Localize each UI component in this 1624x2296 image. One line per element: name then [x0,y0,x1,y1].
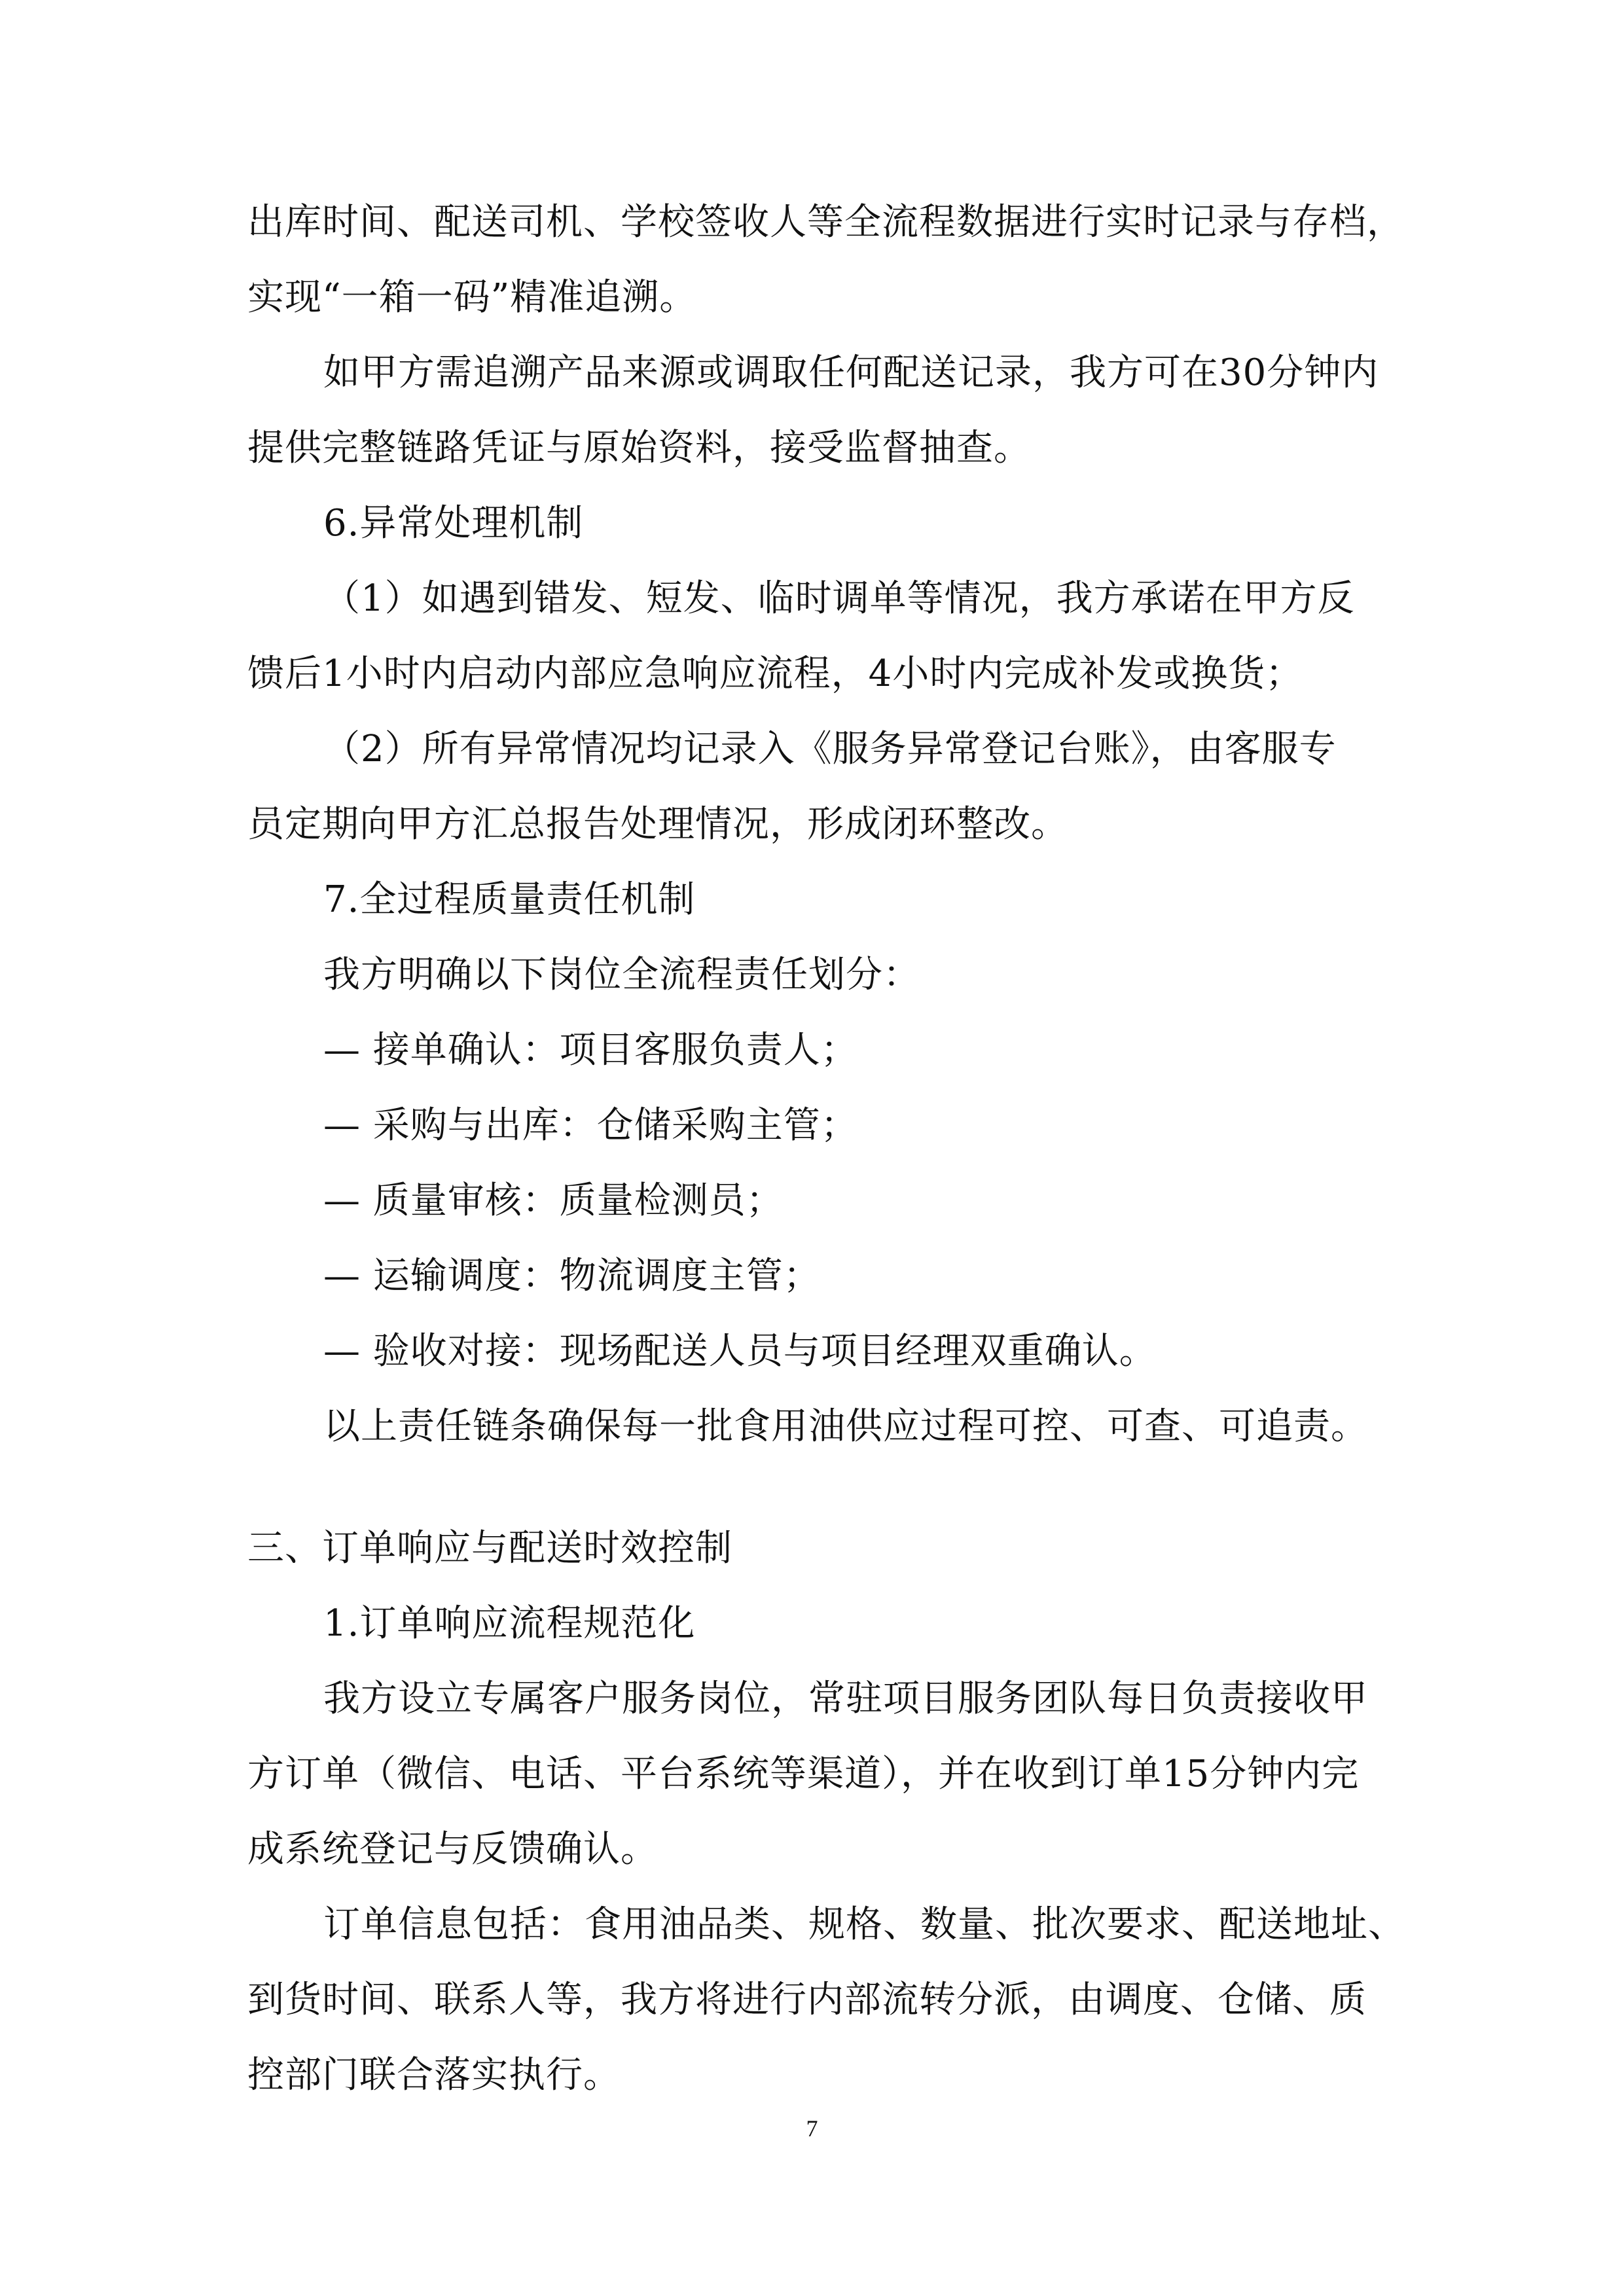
list-item: — 质量审核：质量检测员； [323,1179,784,1222]
paragraph-line: 提供完整链路凭证与原始资料，接受监督抽查。 [247,427,1031,469]
paragraph-line: 我方明确以下岗位全流程责任划分： [323,954,920,996]
page-number: 7 [806,2115,818,2142]
list-item: — 采购与出库：仓储采购主管； [323,1104,858,1147]
paragraph-line: （1）如遇到错发、短发、临时调单等情况，我方承诺在甲方反 [323,577,1355,620]
paragraph-line: 我方设立专属客户服务岗位，常驻项目服务团队每日负责接收甲 [323,1677,1368,1720]
paragraph-line: 实现“一箱一码”精准追溯。 [247,276,697,319]
section-heading: 7.全过程质量责任机制 [323,878,696,921]
paragraph-line: 成系统登记与反馈确认。 [247,1828,658,1871]
paragraph-line: 控部门联合落实执行。 [247,2054,621,2096]
paragraph-line: 方订单（微信、电话、平台系统等渠道），并在收到订单15分钟内完 [247,1753,1360,1795]
chapter-heading: 三、订单响应与配送时效控制 [247,1527,732,1570]
list-item: — 验收对接：现场配送人员与项目经理双重确认。 [323,1330,1157,1372]
section-heading: 1.订单响应流程规范化 [323,1602,696,1645]
section-heading: 6.异常处理机制 [323,502,584,545]
paragraph-line: 馈后1小时内启动内部应急响应流程，4小时内完成补发或换货； [247,653,1303,695]
paragraph-line: 员定期向甲方汇总报告处理情况，形成闭环整改。 [247,803,1068,846]
paragraph-line: 到货时间、联系人等，我方将进行内部流转分派，由调度、仓储、质 [247,1979,1367,2021]
list-item: — 运输调度：物流调度主管； [323,1255,821,1297]
paragraph-line: 订单信息包括：食用油品类、规格、数量、批次要求、配送地址、 [323,1903,1405,1946]
list-item: — 接单确认：项目客服负责人； [323,1029,858,1071]
paragraph-line: 出库时间、配送司机、学校签收人等全流程数据进行实时记录与存档， [247,201,1404,243]
paragraph-line: （2）所有异常情况均记录入《服务异常登记台账》，由客服专 [323,728,1337,770]
paragraph-line: 以上责任链条确保每一批食用油供应过程可控、可查、可追责。 [323,1405,1368,1448]
paragraph-line: 如甲方需追溯产品来源或调取任何配送记录，我方可在30分钟内 [323,351,1379,394]
